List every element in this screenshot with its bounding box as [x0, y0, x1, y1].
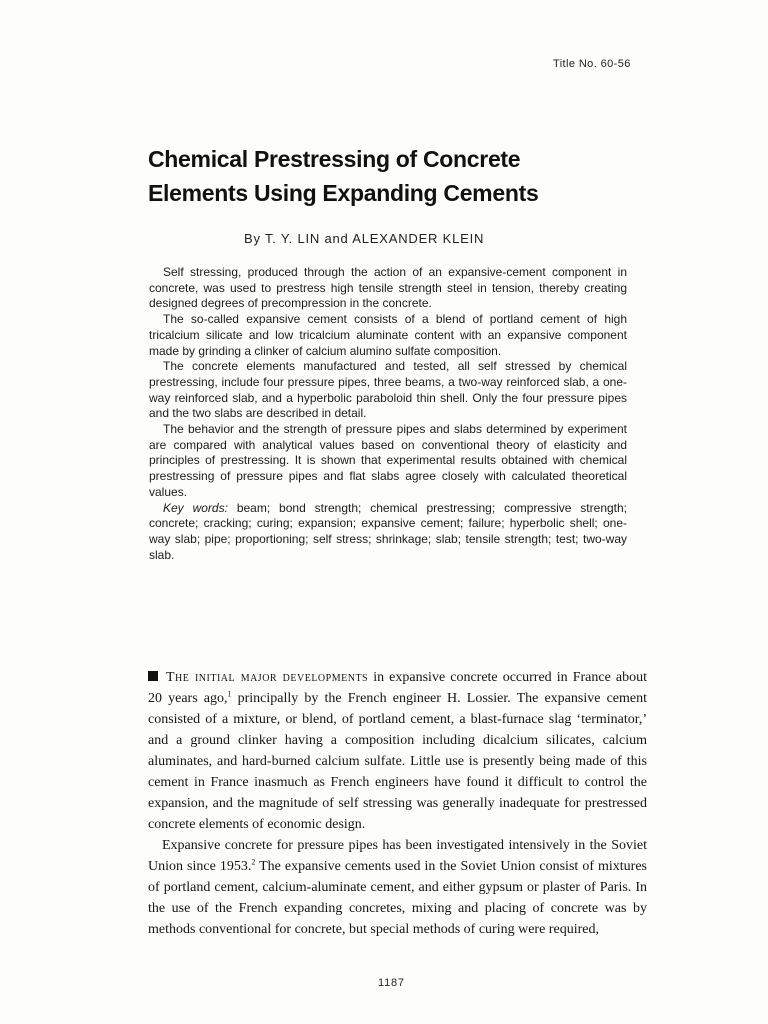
abstract — [149, 265, 627, 563]
keywords-list: beam; bond strength; chemical prestressing; compressive strength; concrete; cracking; curing; expansion; expansive cement; failure; hyperbolic shell; one-way slab; pipe; proportioning; self stress; shrinkage; slab; tensile strength; test; two-way slab. — [149, 500, 628, 562]
lead-in-smallcaps: The initial major developments — [166, 670, 369, 685]
abstract-paragraph: The so-called expansive cement consists of a blend of portland cement of high tricalcium silicate and low tricalcium aluminate content with an expansive component made by grinding a clinker of calcium alumino sulfate composition. — [149, 312, 627, 358]
body-text-run: The expansive cements used in the Soviet Union consist of mixtures of portland cement, calcium-aluminate cement, and either gypsum or plaster of Paris. In the use of the French expanding concretes, mixing and placing of concrete was by methods conventional for concrete, but special methods of curing were required, — [148, 859, 647, 937]
abstract-paragraph: The behavior and the strength of pressure pipes and slabs determined by experiment are compared with analytical values based on conventional theory of elasticity and principles of prestressing. It is shown that experimental results obtained with chemical prestressing of pressure pipes and flat slabs agree closely with calculated theoretical values. — [149, 422, 627, 499]
body-text-run: in expansive concrete occurred in France about 20 years ago, — [148, 670, 648, 706]
page-number: 1187 — [378, 977, 405, 989]
keywords-label: Key words: — [163, 500, 228, 515]
body-text-run: Expansive concrete for pressure pipes has been investigated intensively in the Soviet Union since 1953. — [148, 838, 647, 874]
abstract-paragraph: Self stressing, produced through the action of an expansive-cement component in concrete, was used to prestress high tensile strength steel in tension, thereby creating designed degrees of precompression in the concrete. — [149, 265, 627, 311]
abstract-paragraph: The concrete elements manufactured and tested, all self stressed by chemical prestressing, include four pressure pipes, three beams, a two-way reinforced slab, a one-way reinforced slab, and a hyperbolic paraboloid thin shell. Only the four pressure pipes and the two slabs are described in detail. — [149, 359, 627, 421]
article-title-line-2: Elements Using Expanding Cements — [148, 180, 539, 206]
body-text-run: principally by the French engineer H. Lossier. The expansive cement consisted of a mixture, or blend, of portland cement, a blast-furnace slag ‘terminator,’ and a ground clinker having a composition including dicalcium silicates, calcium aluminates, and hard-burned calcium sulfate. Little use is presently being made of this cement in France inasmuch as French engineers have found it difficult to control the expansion, and the magnitude of self stressing was generally inadequate for prestressed concrete elements of economic design. — [148, 691, 647, 832]
body-paragraph — [148, 667, 647, 835]
article-title — [148, 142, 648, 210]
article-title-line-1: Chemical Prestressing of Concrete — [148, 146, 521, 172]
reference-marker: 2 — [251, 857, 256, 867]
section-start-square-icon — [148, 671, 158, 681]
body-text — [148, 667, 647, 940]
reference-marker: 1 — [227, 689, 232, 699]
body-paragraph — [148, 835, 647, 940]
keywords — [149, 501, 627, 564]
author-byline: By T. Y. LIN and ALEXANDER KLEIN — [244, 231, 485, 246]
title-number: Title No. 60-56 — [553, 58, 631, 70]
